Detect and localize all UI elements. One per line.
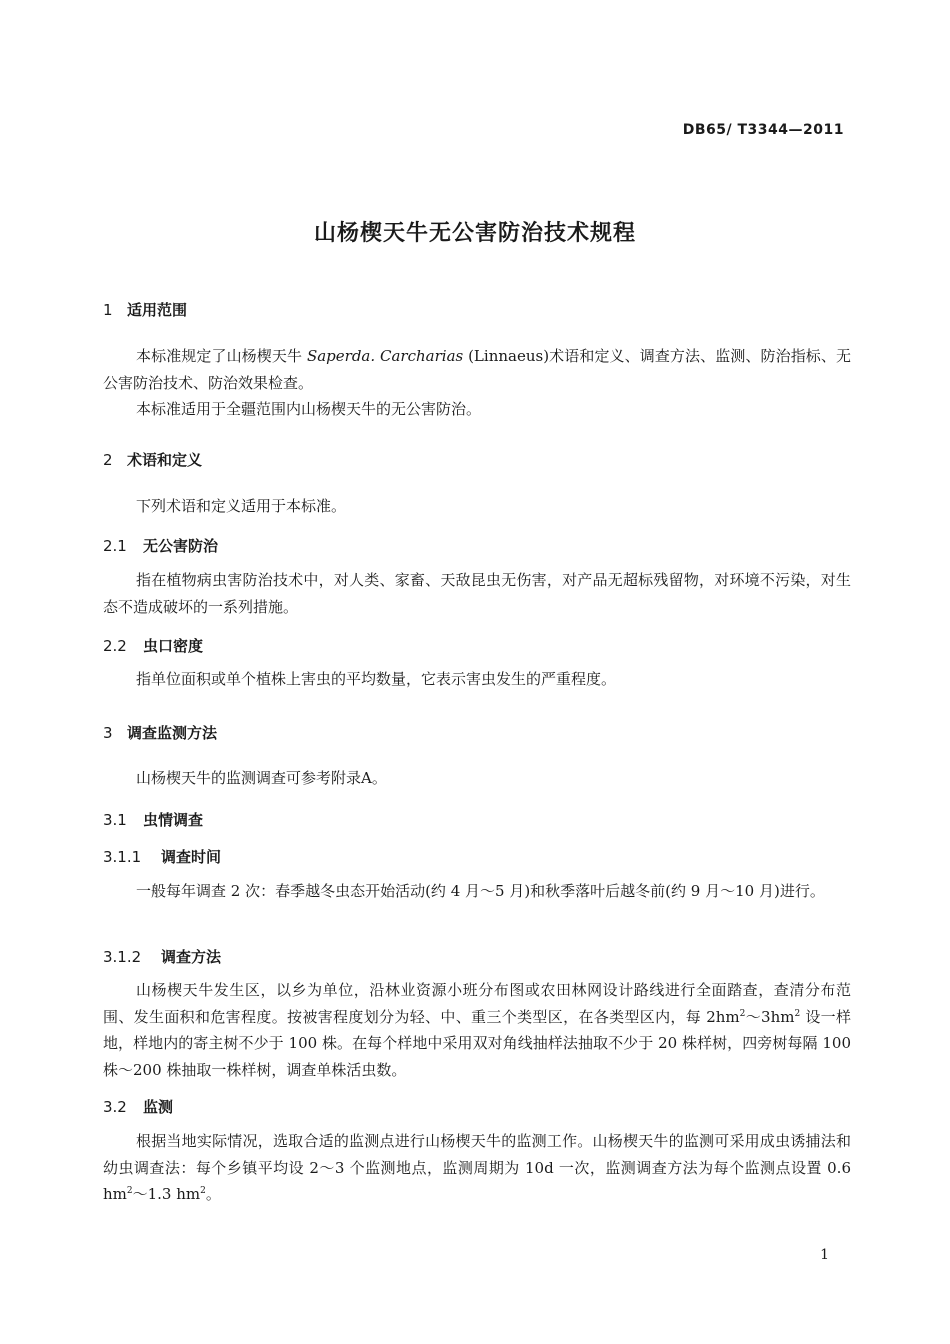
text-run: 山杨楔天牛发生区，以乡为单位，沿林业资源小班分布图或农田林网设计路线进行全面踏查，查清分布范围、发生面积和危害程度。按被害程度划分为轻、中、重三个类型区，在各类型区内，每 2hm	[103, 981, 851, 1026]
section-3-2-heading	[103, 1096, 173, 1117]
superscript: 2	[126, 1186, 133, 1196]
text-run: 。	[205, 1185, 221, 1203]
section-number: 3.1.2	[103, 948, 142, 966]
superscript: 2	[200, 1186, 206, 1196]
text-run: ～3hm	[745, 1007, 795, 1026]
section-title: 无公害防治	[143, 537, 219, 555]
text-run: 设一样地，样地内的寄主树不少于 100 株。在每个样地中采用双对角线抽样法抽取不少于 20 株样树，四旁树每隔 100 株～200 株抽取一株样树，调查单株活虫数。	[103, 1007, 851, 1079]
section-3-1-1-text: 一般每年调查 2 次：春季越冬虫态开始活动(约 4 月～5 月)和秋季落叶后越冬前(约 9 月～10 月)进行。	[136, 882, 825, 900]
section-2-intro: 下列术语和定义适用于本标准。	[136, 497, 347, 515]
section-1-paragraph-applicability: 本标准适用于全疆范围内山杨楔天牛的无公害防治。	[136, 400, 482, 418]
section-title: 调查监测方法	[127, 724, 218, 742]
section-1-paragraph-scope	[103, 343, 851, 396]
section-title: 适用范围	[127, 301, 188, 319]
section-3-2-text	[103, 1128, 851, 1208]
section-2-2-definition: 指单位面积或单个植株上害虫的平均数量，它表示害虫发生的严重程度。	[136, 670, 617, 688]
species-name: Saperda. Carcharias	[306, 347, 464, 365]
superscript: 2	[739, 1008, 746, 1019]
section-number: 3.2	[103, 1098, 127, 1116]
section-title: 虫口密度	[143, 637, 204, 655]
superscript: 2	[794, 1008, 801, 1019]
section-2-heading	[103, 449, 202, 470]
section-1-heading	[103, 299, 187, 320]
section-3-1-2-text	[103, 977, 851, 1083]
section-title: 虫情调查	[143, 811, 204, 829]
section-title: 监测	[143, 1098, 174, 1116]
section-3-intro: 山杨楔天牛的监测调查可参考附录A。	[136, 769, 387, 787]
section-number: 1	[103, 301, 113, 319]
section-number: 2	[103, 451, 113, 469]
section-number: 2.2	[103, 637, 127, 655]
section-number: 2.1	[103, 537, 127, 555]
section-3-1-2-heading	[103, 946, 221, 967]
section-2-2-heading	[103, 635, 203, 656]
section-title: 调查方法	[161, 948, 222, 966]
section-2-1-heading	[103, 535, 218, 556]
text-run: ～1.3 hm	[132, 1185, 201, 1203]
section-number: 3	[103, 724, 113, 742]
text-run: 本标准规定了山杨楔天牛	[136, 347, 307, 365]
text-run: (Linnaeus)术语和定义、调查方法、监测、防治指标、无公害防治技术、防治效果检查。	[103, 347, 852, 392]
section-title: 调查时间	[161, 848, 222, 866]
standard-code: DB65/ T3344—2011	[682, 122, 844, 138]
document-title: 山杨楔天牛无公害防治技术规程	[313, 221, 636, 246]
page-number: 1	[820, 1247, 829, 1263]
section-title: 术语和定义	[127, 451, 203, 469]
section-number: 3.1	[103, 811, 127, 829]
section-3-1-heading	[103, 809, 203, 830]
text-run: 根据当地实际情况，选取合适的监测点进行山杨楔天牛的监测工作。山杨楔天牛的监测可采用成虫诱捕法和幼虫调查法：每个乡镇平均设 2～3 个监测地点，监测周期为 10d 一次，监测调查方法为每个监测点设置 0.6 hm	[103, 1132, 851, 1203]
section-number: 3.1.1	[103, 848, 142, 866]
section-2-1-definition: 指在植物病虫害防治技术中，对人类、家畜、天敌昆虫无伤害，对产品无超标残留物，对环境不污染，对生态不造成破坏的一系列措施。	[103, 571, 851, 616]
section-3-heading	[103, 722, 217, 743]
section-3-1-1-heading	[103, 846, 221, 867]
